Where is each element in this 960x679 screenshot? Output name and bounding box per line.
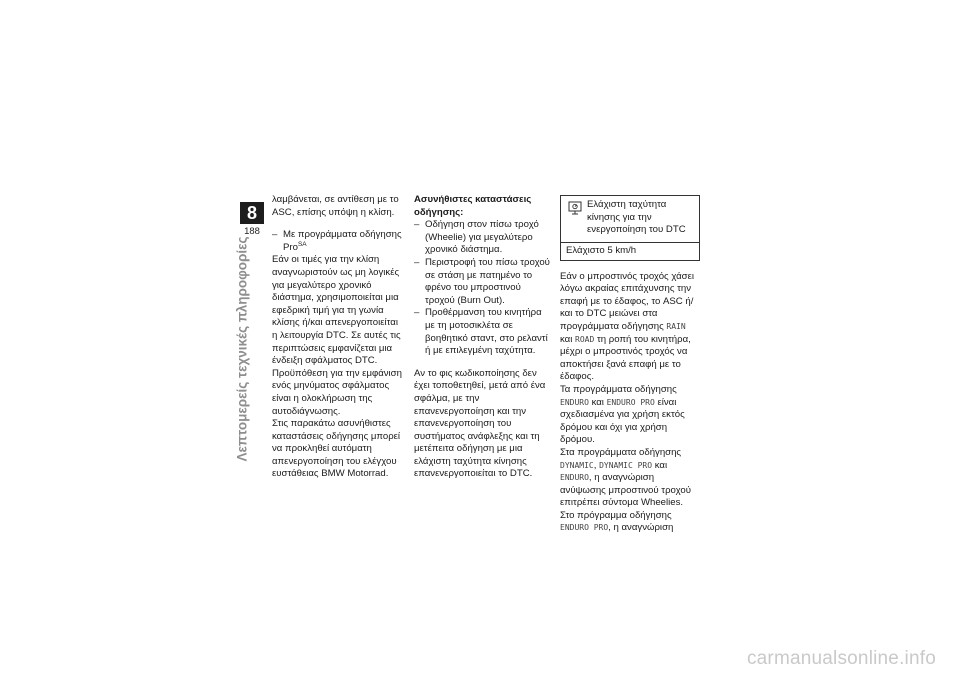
mode-enduro-pro: ENDURO PRO (606, 397, 655, 407)
mode-enduro: ENDURO (560, 397, 589, 407)
specification-title: Ελάχιστη ταχύτητα κίνησης για την ενεργοποίηση του DTC (587, 199, 686, 236)
paragraph: Αν το φις κωδικοποίησης δεν έχει τοποθετηθεί, μετά από ένα σφάλμα, με την επανενεργοποίηση και την επανενεργοποίηση του συστήματος ανάφλεξης και τη μετέπειτα οδήγηση με μια ελάχιστη ταχύτητα κίνησης επανενεργοποιείται το DTC. (414, 367, 546, 480)
list-item: – Με προγράμματα οδήγησης Pro$^{SA}$ (272, 229, 402, 253)
mode-dynamic-pro: DYNAMIC PRO (599, 460, 653, 470)
paragraph: Στα προγράμματα οδήγησης DYNAMIC, DYNAMIC PRO και ENDURO, η αναγνώριση ανύψωσης μπροστινού τροχού επιτρέπει σύντομα Wheelies. (560, 446, 691, 509)
sidebar-chapter-title (232, 214, 252, 484)
list-item: – Οδήγηση στον πίσω τροχό (Wheelie) για μεγαλύτερο χρονικό διάστημα. (414, 219, 539, 256)
paragraph: Στο πρόγραμμα οδήγησης ENDURO PRO, η αναγνώριση (560, 509, 674, 534)
optional-equipment-marker: SA (297, 240, 307, 248)
sidebar-chapter-title-text: Λεπτομερείς τεχνικές πληροφορίες (234, 236, 250, 462)
text-column-2 (414, 194, 550, 481)
page-number: 188 (244, 226, 260, 237)
watermark: carmanualsonline.info (746, 648, 936, 669)
paragraph: Τα προγράμματα οδήγησης ENDURO και ENDURO PRO είναι σχεδιασμένα για χρήση εκτός δρόμου και όχι για χρήση δρόμου. (560, 383, 685, 446)
text-column-3 (560, 195, 700, 535)
chapter-number-badge: 8 (240, 202, 264, 224)
mode-enduro: ENDURO (560, 473, 589, 483)
specification-header (561, 196, 699, 242)
section-heading: Ασυνήθιστες καταστάσεις οδήγησης: (414, 194, 532, 218)
paragraph: Στις παρακάτω ασυνήθιστες καταστάσεις οδήγησης μπορεί να προκληθεί αυτόματη απενεργοποίηση του ελέγχου ευστάθειας BMW Motorrad. (272, 418, 401, 480)
speedometer-warning-icon (567, 200, 583, 216)
bullet-text: Με προγράμματα οδήγησης Pro (283, 229, 402, 253)
paragraph: Εάν οι τιμές για την κλίση αναγνωριστούν ως μη λογικές για μεγαλύτερο χρονικό διάστημα, χρησιμοποιείται μια εφεδρική τιμή για τη γωνία κλίσης ή/και απενεργοποιείται η λειτουργία DTC. Σε αυτές τις περιπτώσεις εμφανίζεται μια ένδειξη σφάλματος DTC. Προϋπόθεση για την εμφάνιση ενός μηνύματος σφάλματος είναι η ολοκλήρωση της αυτοδιάγνωσης. (272, 254, 402, 417)
mode-rain: RAIN (666, 321, 686, 331)
text-column-1 (272, 194, 404, 481)
mode-road: ROAD (575, 334, 595, 344)
intro-paragraph: λαμβάνεται, σε αντίθεση με το ASC, επίσης υπόψη η κλίση. (272, 194, 399, 218)
mode-dynamic: DYNAMIC (560, 460, 594, 470)
specification-box (560, 195, 700, 261)
list-item: – Περιστροφή του πίσω τροχού σε στάση με πατημένο το φρένο του μπροστινού τροχού (Burn Out). (414, 256, 550, 306)
mode-enduro-pro: ENDURO PRO (560, 523, 609, 533)
specification-value: Ελάχιστο 5 km/h (561, 242, 699, 260)
paragraph: Εάν ο μπροστινός τροχός χάσει λόγω ακραίας επιτάχυνσης την επαφή με το έδαφος, το ASC ή/και το DTC μειώνει στα προγράμματα οδήγησης RAIN και ROAD τη ροπή του κινητήρα, μέχρι ο μπροστινός τροχός να αποκτήσει ξανά επαφή με το έδαφος. (560, 270, 694, 383)
list-item: – Προθέρμανση του κινητήρα με τη μοτοσικλέτα σε βοηθητικό σταντ, στο ρελαντί ή με επιλεγμένη ταχύτητα. (414, 307, 548, 357)
